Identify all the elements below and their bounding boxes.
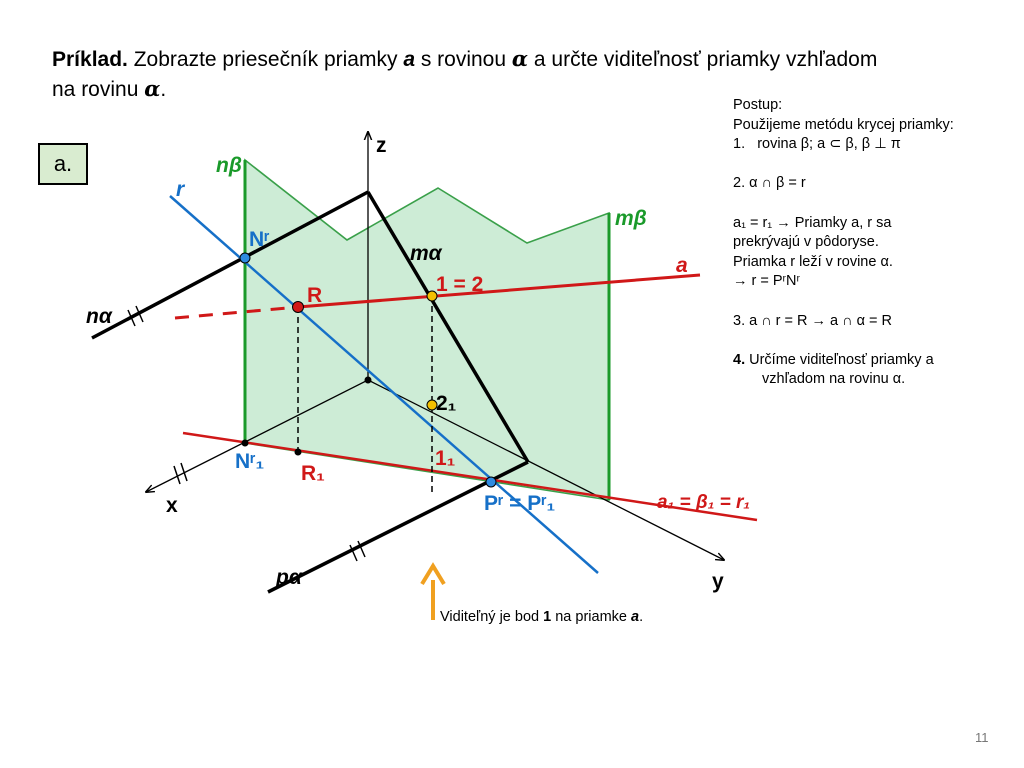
slide-title: Príklad. Zobrazte priesečník priamky a s rovinou α a určte viditeľnosť priamky vzhľadom na rovinu α. (52, 46, 878, 101)
label-R1: R₁ (301, 462, 325, 485)
point-origin (365, 377, 372, 384)
label-n-alpha: nα (86, 305, 112, 328)
label-Pr-Pr1: Pʳ = Pʳ₁ (484, 492, 556, 515)
point-Nr1 (242, 440, 249, 447)
label-x: x (166, 494, 178, 517)
step-2-note-d: → r = PʳNʳ (733, 273, 800, 290)
procedure-intro: Použijeme metódu krycej priamky: (733, 116, 954, 133)
step-4: 4. Určíme viditeľnosť priamky a (733, 351, 934, 368)
label-1-eq-2: 1 = 2 (436, 273, 484, 296)
point-Pr (486, 477, 496, 487)
label-m-alpha: mα (410, 242, 442, 265)
label-y: y (712, 570, 724, 593)
page-number: 11 (975, 730, 989, 745)
label-Nr: Nʳ (249, 228, 270, 251)
case-label: a. (38, 143, 88, 185)
label-1-1: 1₁ (435, 447, 456, 470)
label-Nr1: Nʳ₁ (235, 450, 265, 473)
step-3: 3. a ∩ r = R → a ∩ α = R (733, 312, 892, 329)
step-2: 2. α ∩ β = r (733, 175, 806, 192)
label-r: r (176, 178, 185, 201)
label-R: R (307, 284, 323, 307)
label-n-beta: nβ (216, 154, 242, 177)
visibility-note: Viditeľný je bod 1 na priamke a. (440, 609, 644, 625)
step-2-note-b: prekrývajú v pôdoryse. (733, 234, 879, 251)
step-2-note-a: a₁ = r₁ → Priamky a, r sa (733, 214, 892, 231)
label-z: z (376, 134, 387, 157)
label-a1-b1-r1: a₁ = β₁ = r₁ (657, 492, 751, 513)
label-p-alpha: pα (276, 566, 302, 589)
point-R1 (295, 449, 302, 456)
step-2-note-c: Priamka r leží v rovine α. (733, 253, 893, 270)
step-4-cont: vzhľadom na rovinu α. (762, 371, 906, 388)
label-2-1: 2₁ (436, 392, 457, 415)
point-R (293, 302, 304, 313)
label-m-beta: mβ (615, 207, 647, 230)
label-a: a (676, 254, 688, 277)
point-Nr (240, 253, 250, 263)
step-1: 1. rovina β; a ⊂ β, β ⊥ π (733, 136, 901, 153)
procedure-heading: Postup: (733, 97, 783, 113)
